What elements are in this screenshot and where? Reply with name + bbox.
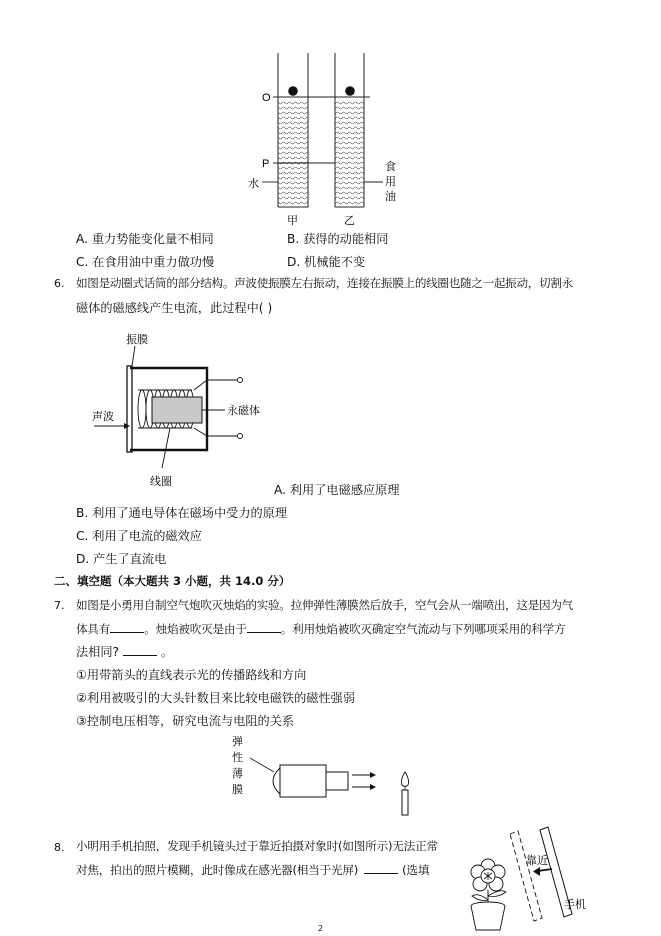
q8-stem-line1: 小明用手机拍照，发现手机镜头过于靠近拍摄对象时(如图所示)无法正常 <box>76 839 438 853</box>
label-film-2: 性 <box>232 751 243 764</box>
q6-option-c[interactable]: C. 利用了电流的磁效应 <box>76 529 202 543</box>
q7-item-1: ①用带箭头的直线表示光的传播路线和方向 <box>76 668 307 682</box>
q6-option-a[interactable]: A. 利用了电磁感应原理 <box>274 483 400 497</box>
q7-line2-part3: 。利用烛焰被吹灭确定空气流动与下列哪项采用的科学方 <box>280 622 566 636</box>
flame <box>401 772 408 787</box>
q7-stem-line2 <box>76 621 566 637</box>
phone-photo-figure <box>458 822 598 934</box>
q6-option-d[interactable]: D. 产生了直流电 <box>76 552 167 566</box>
microphone-figure <box>90 328 280 493</box>
air-cannon-figure <box>228 732 428 824</box>
magnet <box>152 397 202 423</box>
label-sound: 声波 <box>92 410 114 423</box>
section-2-title: 二、填空题（本大题共 3 小题，共 14.0 分） <box>54 574 291 588</box>
q7-number: 7. <box>54 599 65 612</box>
q8-stem-line2 <box>76 862 429 878</box>
label-oil-1: 食 <box>385 160 396 173</box>
label-water: 水 <box>248 177 259 190</box>
label-p: P <box>262 158 270 170</box>
label-o: O <box>262 92 271 104</box>
q8-blank-1[interactable] <box>364 862 398 874</box>
label-film-3: 薄 <box>232 767 243 780</box>
ball-yi <box>345 86 355 96</box>
q7-item-2: ②利用被吸引的大头针数目来比较电磁铁的磁性强弱 <box>76 691 356 705</box>
q7-blank-1[interactable] <box>110 621 144 633</box>
q7-blank-3[interactable] <box>123 644 157 656</box>
q7-line2-part2: 。烛焰被吹灭是由于 <box>144 622 247 636</box>
page-number: 2 <box>318 924 324 933</box>
q7-line3-part2: 。 <box>161 645 174 659</box>
label-oil-3: 油 <box>385 190 396 203</box>
label-diaphragm: 振膜 <box>126 333 148 346</box>
q8-number: 8. <box>54 841 65 854</box>
label-yi: 乙 <box>344 214 355 227</box>
q6-stem-line2: 磁体的磁感线产生电流，此过程中( ) <box>76 301 273 315</box>
q6-number: 6. <box>54 277 65 290</box>
q5-option-b[interactable]: B. 获得的动能相同 <box>287 232 389 246</box>
q5-option-d[interactable]: D. 机械能不变 <box>287 255 366 269</box>
q8-line2-part1: 对焦，拍出的照片模糊，此时像成在感光器(相当于光屏) <box>76 863 359 877</box>
q8-line2-part2: (选填 <box>402 863 430 877</box>
q7-stem-line1: 如图是小勇用自制空气炮吹灭烛焰的实验。拉伸弹性薄膜然后放手，空气会从一端喷出，这是因为气 <box>76 598 573 612</box>
label-jia: 甲 <box>287 214 298 227</box>
candle <box>402 790 408 815</box>
q6-option-b[interactable]: B. 利用了通电导体在磁场中受力的原理 <box>76 506 288 520</box>
label-film-1: 弹 <box>232 735 243 748</box>
q7-line2-part1: 体具有 <box>76 622 111 636</box>
q6-stem-line1: 如图是动圈式话筒的部分结构。声波使振膜左右振动，连接在振膜上的线圈也随之一起振动，切割永 <box>76 276 573 290</box>
q7-line3-part1: 法相同? <box>76 645 120 659</box>
ball-jia <box>288 86 298 96</box>
label-coil: 线圈 <box>150 475 172 488</box>
q7-item-3: ③控制电压相等，研究电流与电阻的关系 <box>76 714 295 728</box>
q7-blank-2[interactable] <box>247 621 281 633</box>
label-near: 靠近 <box>526 854 548 867</box>
q5-option-a[interactable]: A. 重力势能变化量不相同 <box>76 232 214 246</box>
label-phone: 手机 <box>564 898 586 911</box>
tubes-figure <box>240 45 410 230</box>
label-magnet: 永磁体 <box>227 404 260 417</box>
q5-option-c[interactable]: C. 在食用油中重力做功慢 <box>76 255 215 269</box>
q7-stem-line3 <box>76 643 173 660</box>
label-oil-2: 用 <box>385 175 396 188</box>
label-film-4: 膜 <box>232 783 243 796</box>
